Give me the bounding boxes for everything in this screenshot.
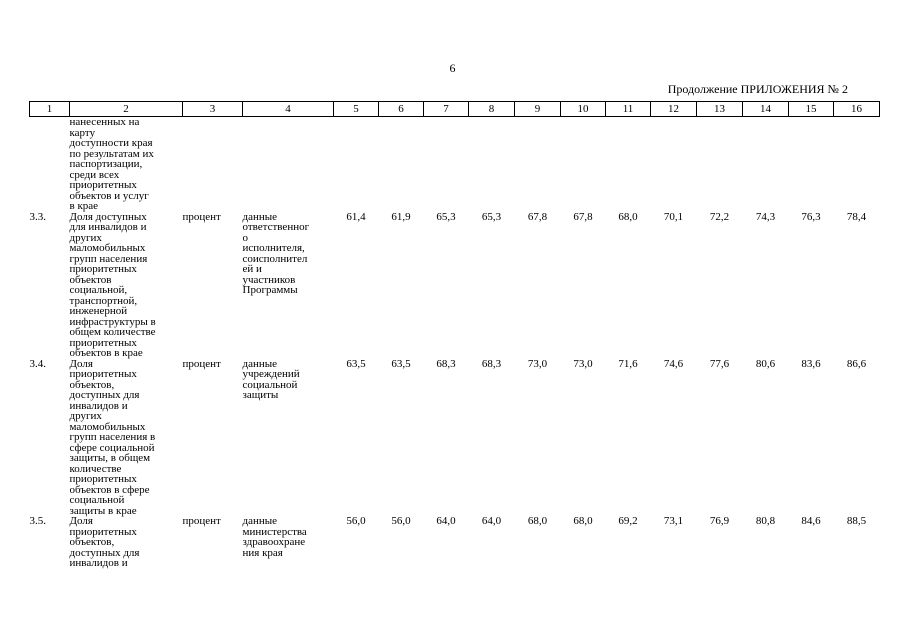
indicator-value: 71,6	[618, 357, 638, 370]
indicator-value: 67,8	[573, 210, 593, 223]
indicator-value: 74,3	[755, 210, 776, 223]
unit-of-measure: процент	[182, 357, 221, 370]
indicator-value: 76,3	[801, 210, 821, 223]
indicator-value: 84,6	[801, 515, 821, 527]
indicator-value: 73,1	[663, 515, 684, 527]
unit-of-measure: процент	[182, 210, 221, 223]
cell-text-line: объектов в крае	[69, 347, 143, 359]
indicator-value: 78,4	[846, 210, 867, 223]
cell-text-line: приоритетных	[69, 336, 137, 349]
cell-text-line: участников	[242, 273, 296, 286]
cell-text-line: здравоохране	[242, 536, 306, 548]
column-header: 15	[789, 102, 834, 117]
indicator-value: 56,0	[346, 515, 366, 527]
indicator-value	[743, 117, 789, 212]
indicator-value: 83,6	[801, 357, 821, 370]
cell-text-line: ей и	[242, 263, 262, 275]
indicator-value: 68,0	[527, 515, 548, 527]
indicator-value: 86,6	[846, 357, 867, 370]
cell-text-line: маломобильных	[69, 242, 146, 254]
cell-text-line: инвалидов и	[69, 399, 128, 412]
indicator-value: 74,6	[663, 357, 684, 370]
table-row	[30, 212, 880, 359]
cell-text-line: данные	[242, 515, 278, 527]
cell-text-line: Доля	[69, 357, 93, 370]
cell-text-line: доступных для	[69, 546, 140, 559]
indicator-name	[70, 359, 183, 517]
indicator-value: 68,0	[573, 515, 593, 527]
column-header: 2	[70, 102, 183, 117]
indicators-table	[29, 101, 880, 569]
indicator-value: 76,9	[709, 515, 730, 527]
indicator-value: 68,3	[481, 357, 502, 370]
indicator-value: 65,3	[436, 210, 456, 223]
indicator-value	[334, 117, 379, 212]
table-row	[30, 117, 880, 212]
indicator-value: 80,8	[755, 515, 776, 527]
indicator-value: 61,4	[346, 210, 366, 223]
indicator-value: 68,3	[436, 357, 456, 370]
cell-text-line: защиты, в общем	[69, 452, 151, 464]
data-source	[243, 516, 334, 569]
cell-text-line: паспортизации,	[69, 158, 143, 170]
indicator-value: 80,6	[755, 357, 776, 370]
column-header: 9	[515, 102, 561, 117]
row-number: 3.5.	[29, 515, 46, 527]
data-source	[243, 212, 334, 359]
cell-text-line: инвалидов и	[69, 557, 128, 569]
cell-text-line: исполнителя,	[242, 242, 305, 254]
indicator-name	[70, 117, 183, 212]
header-row	[30, 102, 880, 117]
cell-text-line: министерства	[242, 525, 307, 538]
cell-text-line: общем количестве	[69, 326, 156, 338]
indicator-value	[789, 117, 834, 212]
indicator-value: 61,9	[391, 210, 411, 223]
indicator-value: 73,0	[527, 357, 548, 370]
column-header: 6	[379, 102, 424, 117]
cell-text-line: приоритетных	[69, 179, 137, 191]
data-source	[243, 117, 334, 212]
cell-text-line: групп населения	[69, 252, 148, 265]
unit-of-measure: процент	[182, 515, 221, 527]
indicator-value: 72,2	[709, 210, 730, 223]
cell-text-line: Доля доступных	[69, 210, 147, 223]
data-source	[243, 359, 334, 517]
indicator-value: 65,3	[481, 210, 502, 223]
cell-text-line: ответственног	[242, 221, 310, 233]
indicator-value	[469, 117, 515, 212]
indicator-value	[424, 117, 469, 212]
indicator-value: 56,0	[391, 515, 411, 527]
cell-text-line: данные	[242, 210, 278, 223]
indicator-value	[606, 117, 651, 212]
cell-text-line: приоритетных	[69, 525, 137, 538]
cell-text-line: групп населения в	[69, 431, 156, 443]
cell-text-line: объектов,	[69, 536, 115, 548]
indicator-value: 70,1	[663, 210, 684, 223]
indicator-value: 77,6	[709, 357, 730, 370]
cell-text-line: инженерной	[69, 305, 128, 317]
indicator-value	[834, 117, 880, 212]
cell-text-line: социальной,	[69, 284, 128, 296]
cell-text-line: объектов,	[69, 378, 115, 391]
column-header: 10	[561, 102, 606, 117]
cell-text-line: карту	[69, 126, 96, 139]
table-row	[30, 359, 880, 517]
indicator-value: 67,8	[527, 210, 548, 223]
cell-text-line: в крае	[69, 200, 99, 212]
cell-text-line: Программы	[242, 284, 298, 296]
cell-text-line: социальной	[69, 494, 125, 506]
cell-text-line: учреждений	[242, 368, 300, 380]
cell-text-line: социальной	[242, 378, 298, 391]
indicator-value	[651, 117, 697, 212]
column-header: 16	[834, 102, 880, 117]
row-number: 3.4.	[29, 357, 46, 370]
cell-text-line: защиты в крае	[69, 504, 137, 517]
page-number: 6	[449, 61, 456, 75]
cell-text-line: других	[69, 231, 102, 244]
cell-text-line: инфраструктуры в	[69, 315, 156, 328]
indicator-value: 64,0	[481, 515, 502, 527]
column-header: 5	[334, 102, 379, 117]
cell-text-line: объектов	[69, 273, 112, 286]
column-header: 11	[606, 102, 651, 117]
indicator-value	[697, 117, 743, 212]
table-row	[30, 516, 880, 569]
column-header: 8	[469, 102, 515, 117]
cell-text-line: ния края	[242, 546, 283, 559]
indicator-value	[379, 117, 424, 212]
column-header: 7	[424, 102, 469, 117]
unit-of-measure	[183, 117, 243, 212]
cell-text-line: маломобильных	[69, 420, 146, 433]
cell-text-line: объектов в сфере	[69, 483, 150, 496]
cell-text-line: для инвалидов и	[69, 221, 147, 233]
indicator-value: 63,5	[346, 357, 366, 370]
indicator-value: 64,0	[436, 515, 456, 527]
cell-text-line: доступных для	[69, 389, 140, 401]
indicator-name	[70, 516, 183, 569]
cell-text-line: приоритетных	[69, 263, 137, 275]
cell-text-line: других	[69, 410, 102, 422]
cell-text-line: нанесенных на	[69, 116, 140, 128]
cell-text-line: соисполнител	[242, 252, 308, 265]
indicator-value: 68,0	[618, 210, 638, 223]
indicator-value: 73,0	[573, 357, 593, 370]
cell-text-line: о	[242, 231, 248, 244]
cell-text-line: по результатам их	[69, 147, 154, 160]
column-header: 4	[243, 102, 334, 117]
cell-text-line: Доля	[69, 515, 93, 527]
cell-text-line: сфере социальной	[69, 441, 155, 454]
indicator-value: 88,5	[846, 515, 867, 527]
cell-text-line: защиты	[242, 389, 279, 401]
row-number: 3.3.	[29, 210, 46, 223]
continuation-label: Продолжение ПРИЛОЖЕНИЯ № 2	[667, 82, 848, 96]
column-header: 12	[651, 102, 697, 117]
cell-text-line: транспортной,	[69, 294, 138, 307]
column-header: 1	[30, 102, 70, 117]
column-header: 13	[697, 102, 743, 117]
column-header: 3	[183, 102, 243, 117]
cell-text-line: данные	[242, 357, 278, 370]
cell-text-line: приоритетных	[69, 368, 137, 380]
indicator-value	[515, 117, 561, 212]
cell-text-line: доступности края	[69, 137, 153, 149]
cell-text-line: объектов и услуг	[69, 189, 149, 202]
cell-text-line: количестве	[69, 462, 122, 475]
indicator-value: 69,2	[618, 515, 638, 527]
indicator-name	[70, 212, 183, 359]
indicator-value	[561, 117, 606, 212]
cell-text-line: приоритетных	[69, 473, 137, 485]
cell-text-line: среди всех	[69, 168, 120, 181]
row-number	[30, 117, 70, 212]
column-header: 14	[743, 102, 789, 117]
indicator-value: 63,5	[391, 357, 411, 370]
